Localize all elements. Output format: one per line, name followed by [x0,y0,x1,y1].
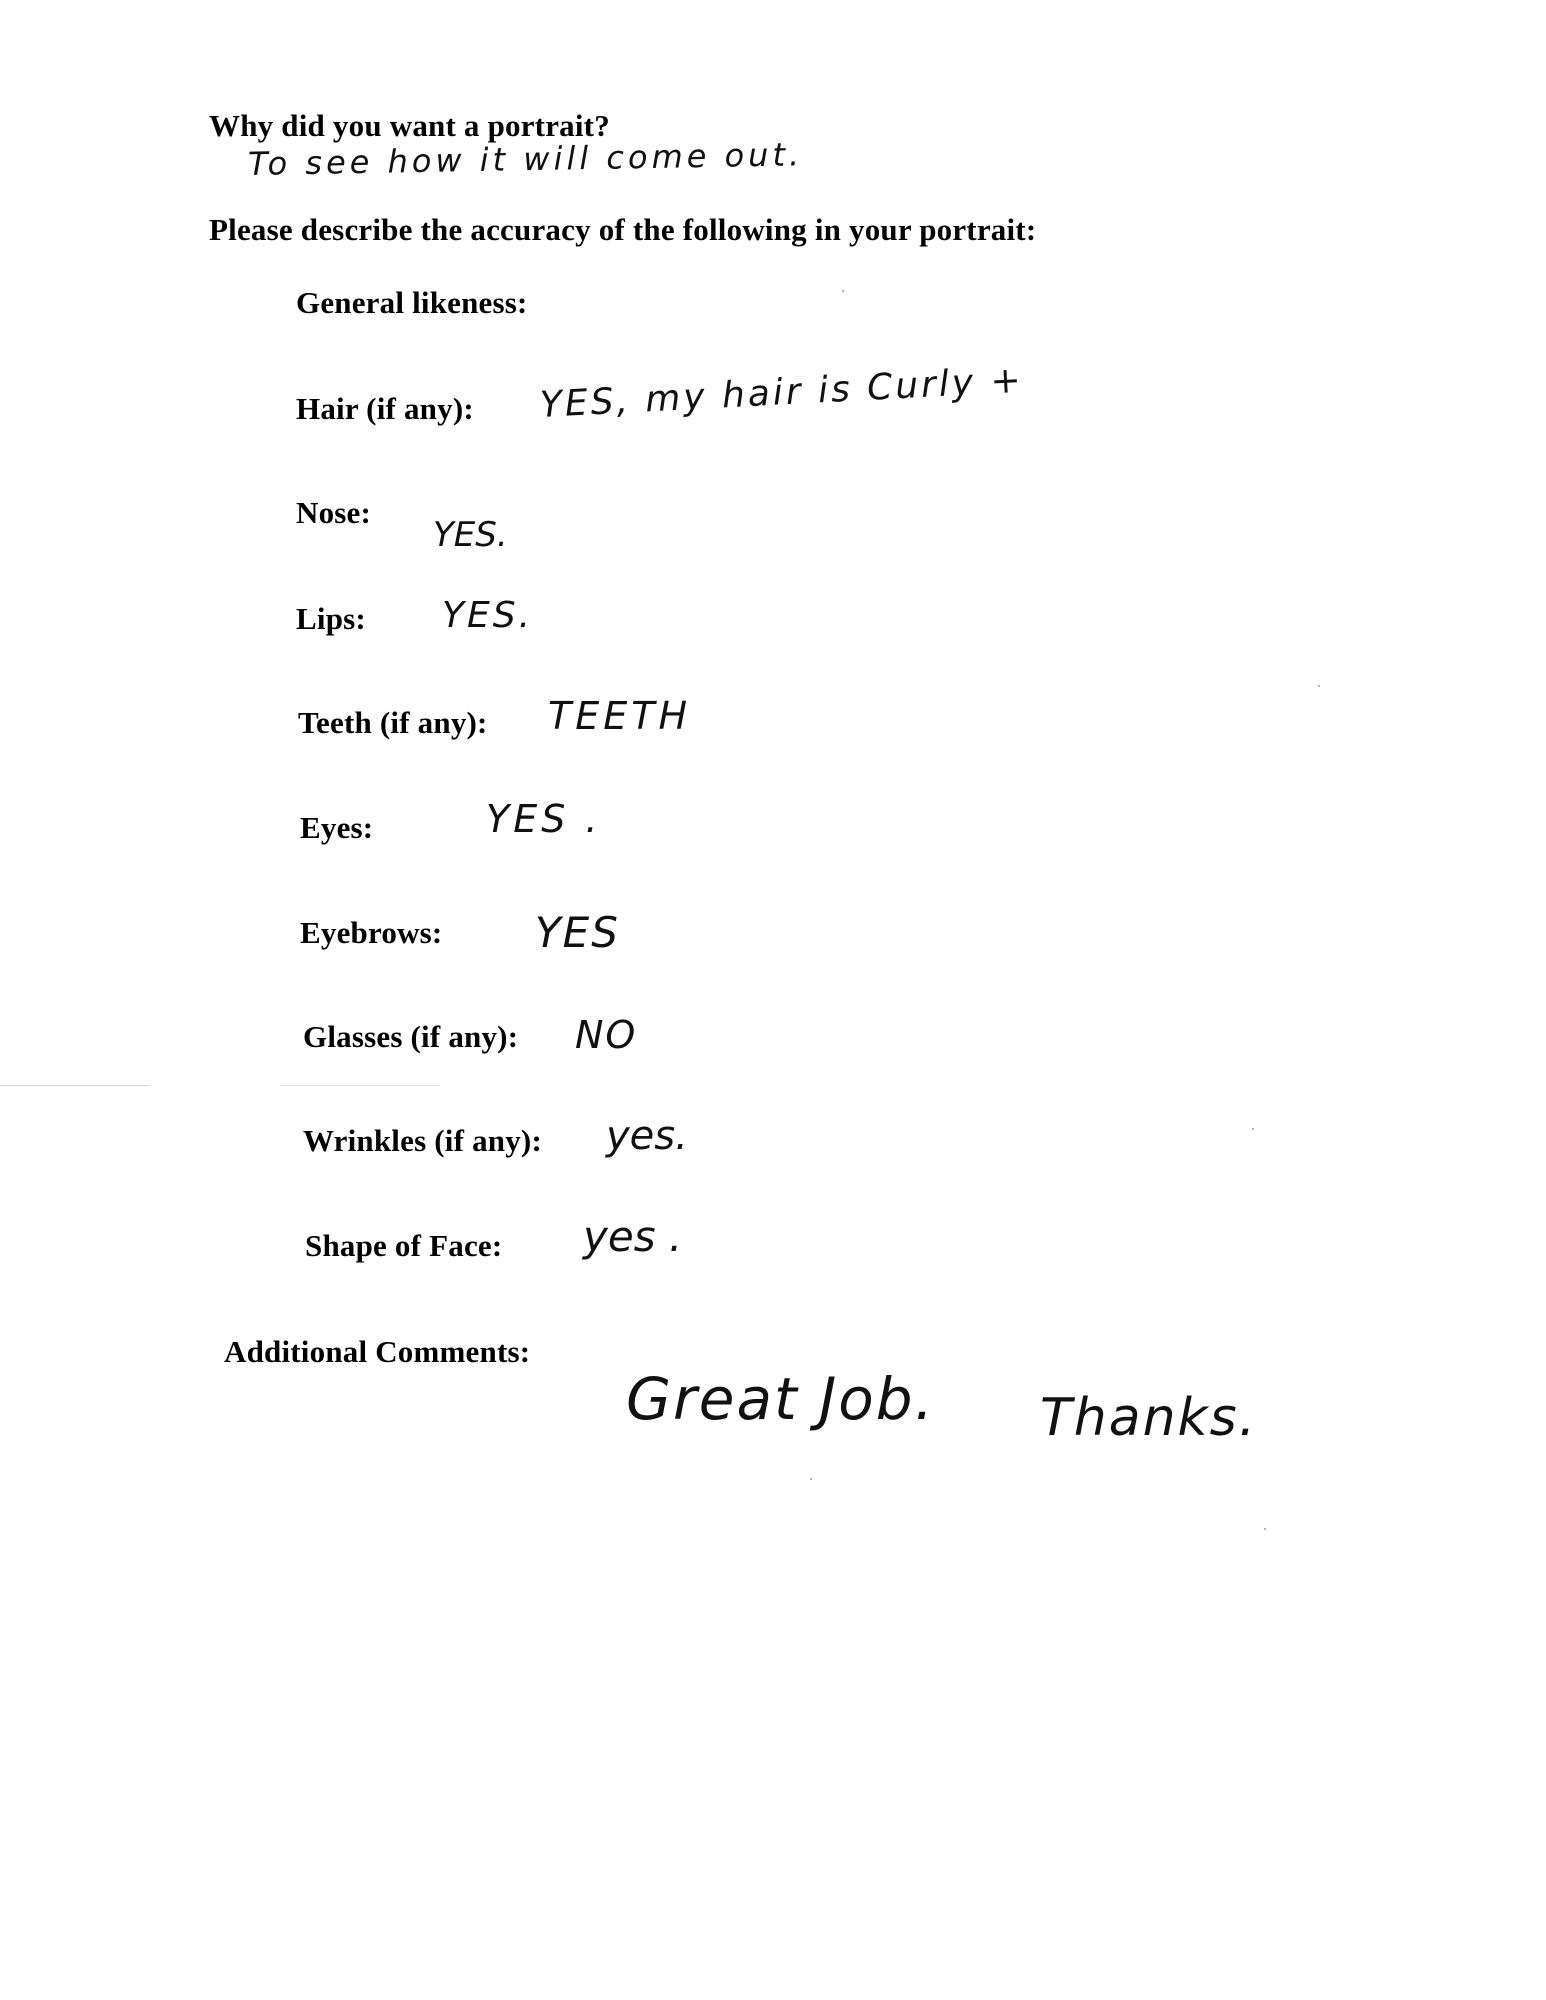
scan-speck [842,290,844,292]
general-likeness-label: General likeness: [296,285,528,320]
glasses-handwritten-answer: NO [575,1013,638,1057]
comments-handwritten-line2: Thanks. [1040,1388,1258,1448]
scan-artifact-line [280,1085,440,1086]
accuracy-question-label: Please describe the accuracy of the following in your portrait: [209,212,1037,247]
face-shape-handwritten-answer: yes . [583,1212,683,1261]
additional-comments-label: Additional Comments: [224,1334,531,1369]
hair-handwritten-answer: YES, my hair is Curly + [538,359,1025,426]
scan-speck [810,1478,812,1480]
scan-speck [1318,685,1320,687]
lips-handwritten-answer: YES. [442,595,534,636]
why-handwritten-answer: To see how it will come out. [247,135,804,183]
scan-speck [1264,1528,1266,1530]
eyebrows-label: Eyebrows: [300,915,443,950]
scan-speck [1252,1128,1254,1130]
eyes-label: Eyes: [300,810,374,845]
scan-artifact-line [0,1085,150,1086]
teeth-label: Teeth (if any): [298,705,488,740]
lips-label: Lips: [296,601,366,636]
nose-label: Nose: [296,495,372,530]
wrinkles-label: Wrinkles (if any): [303,1123,542,1158]
wrinkles-handwritten-answer: yes. [606,1113,688,1159]
eyebrows-handwritten-answer: YES [535,908,620,957]
face-shape-label: Shape of Face: [305,1228,503,1263]
hair-label: Hair (if any): [296,391,474,426]
teeth-handwritten-answer: TEETH [548,694,692,738]
nose-handwritten-answer: YES. [433,515,508,555]
comments-handwritten-line1: Great Job. [626,1365,936,1433]
why-question-label: Why did you want a portrait? [209,108,610,143]
glasses-label: Glasses (if any): [303,1019,519,1054]
eyes-handwritten-answer: YES . [486,797,602,841]
